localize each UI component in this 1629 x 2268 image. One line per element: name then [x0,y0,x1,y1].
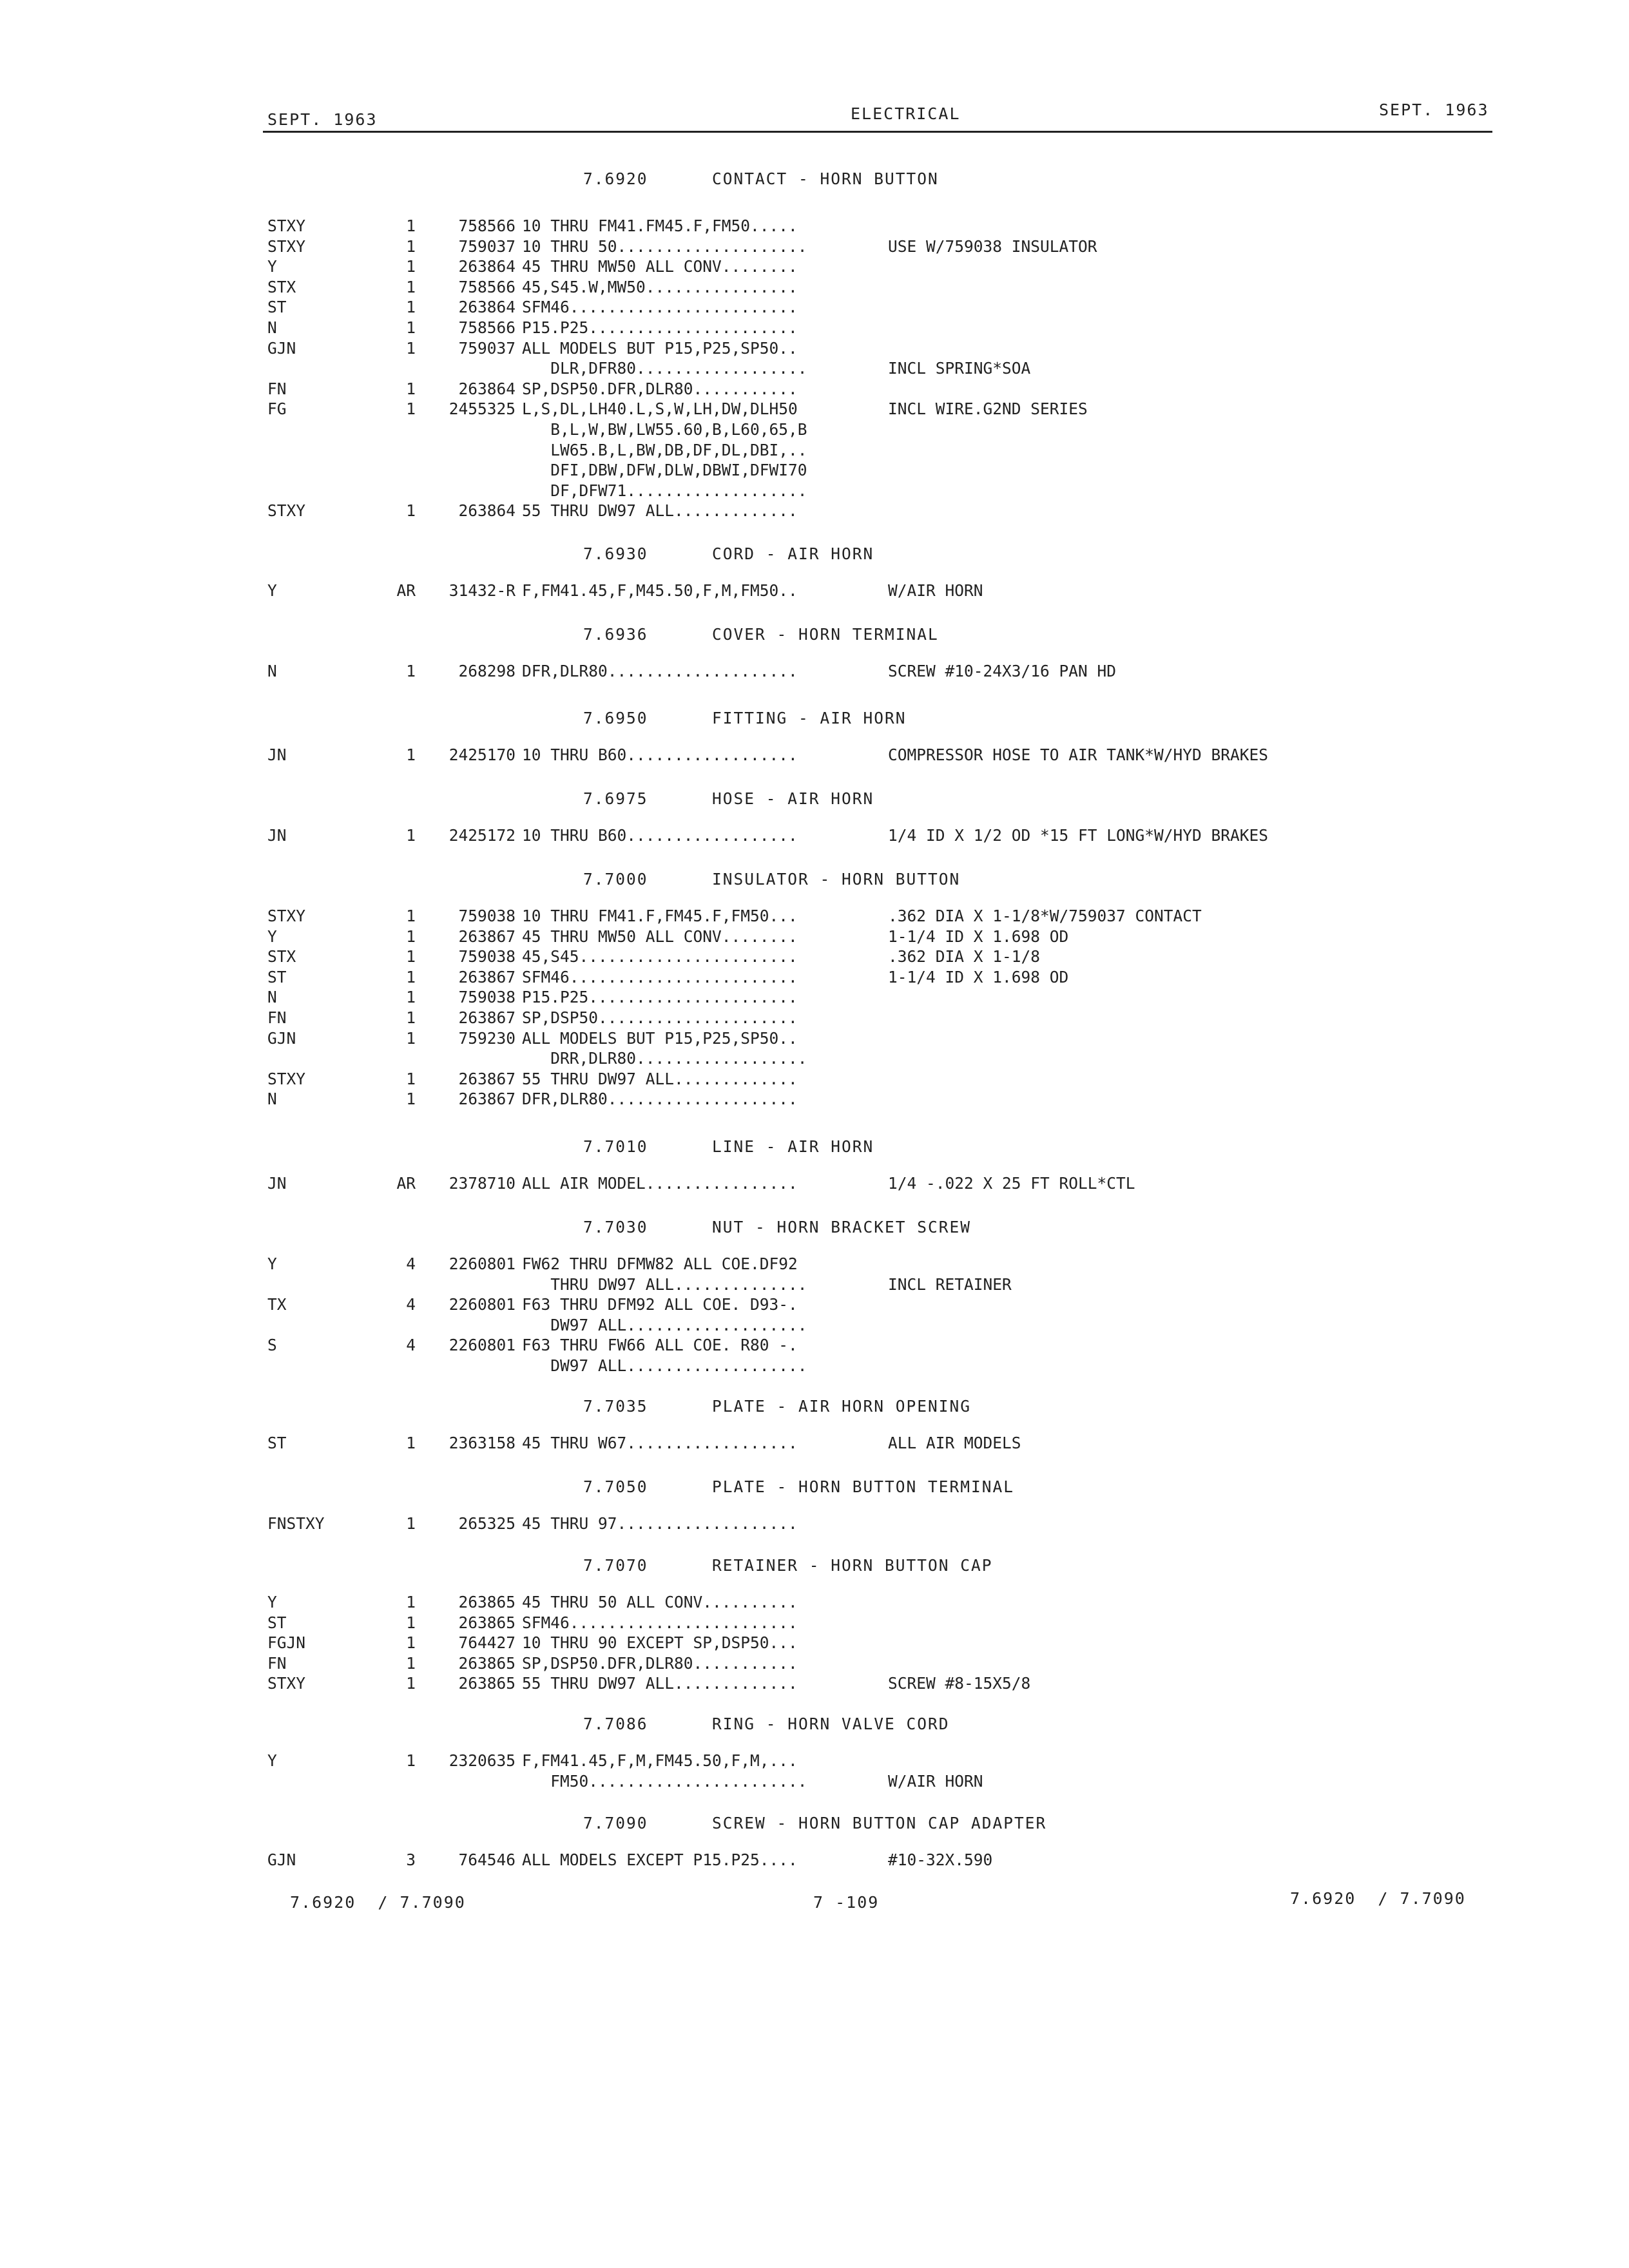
model-code: FN [267,1653,287,1673]
applicability: 10 THRU 90 EXCEPT SP,DSP50... [522,1633,798,1653]
part-number: 263864 [458,501,516,521]
part-number: 2425170 [448,745,516,764]
applicability: 55 THRU DW97 ALL............. [522,501,798,521]
remark: 1/4 -.022 X 25 FT ROLL*CTL [888,1174,1135,1193]
quantity: 4 [406,1254,416,1273]
applicability: B,L,W,BW,LW55.60,B,L60,65,B [522,420,807,439]
applicability: 45 THRU MW50 ALL CONV........ [522,257,798,276]
footer-range-right: 7.6920 / 7.7090 [1290,1889,1466,1908]
part-number: 263864 [458,379,516,398]
quantity: 1 [406,1028,416,1048]
quantity: 1 [406,1751,416,1770]
quantity: 1 [406,662,416,680]
remark: .362 DIA X 1-1/8*W/759037 CONTACT [888,907,1202,925]
quantity: 1 [406,399,416,419]
section-heading [583,872,960,888]
section-number: 7.6950 [583,709,648,727]
model-code: GJN [267,1028,296,1048]
part-number: 759038 [458,907,516,925]
remark: 1/4 ID X 1/2 OD *15 FT LONG*W/HYD BRAKES [888,826,1269,845]
applicability: L,S,DL,LH40.L,S,W,LH,DW,DLH50 [522,399,798,419]
applicability: SFM46........................ [522,967,798,986]
section-title: RETAINER - HORN BUTTON CAP [712,1556,993,1575]
applicability: DLR,DFR80.................. [522,359,807,378]
section-number: 7.7050 [583,1477,648,1496]
part-number: 268298 [458,662,516,680]
applicability: 55 THRU DW97 ALL............. [522,1069,798,1088]
quantity: 1 [406,988,416,1007]
part-number: 2425172 [448,826,516,845]
model-code: FNSTXY [267,1514,325,1533]
model-code: FGJN [267,1633,306,1653]
section-heading [583,546,874,562]
section-title: SCREW - HORN BUTTON CAP ADAPTER [712,1814,1047,1832]
applicability: DFR,DLR80.................... [522,1090,798,1109]
model-code: N [267,1090,277,1109]
section-number: 7.6930 [583,544,648,563]
applicability: 10 THRU FM41.FM45.F,FM50..... [522,216,798,235]
part-number: 263867 [458,1069,516,1088]
part-number: 263867 [458,1008,516,1027]
quantity: 1 [406,1674,416,1693]
remark: W/AIR HORN [888,581,983,600]
quantity: 1 [406,1653,416,1673]
quantity: 1 [406,379,416,398]
applicability: 10 THRU FM41.F,FM45.F,FM50... [522,907,798,925]
quantity: 1 [406,1090,416,1109]
model-code: N [267,318,277,337]
model-code: STXY [267,907,306,925]
remark: 1-1/4 ID X 1.698 OD [888,967,1069,986]
section-title: INSULATOR - HORN BUTTON [712,870,961,889]
quantity: 4 [406,1295,416,1314]
model-code: ST [267,298,287,317]
section-title: NUT - HORN BRACKET SCREW [712,1218,972,1236]
part-number: 759038 [458,947,516,966]
model-code: Y [267,581,277,600]
header-date-left: SEPT. 1963 [267,110,378,129]
model-code: STX [267,947,296,966]
quantity: 1 [406,216,416,235]
part-number: 2260801 [448,1336,516,1355]
part-number: 31432-R [448,581,516,600]
part-number: 263865 [458,1593,516,1611]
remark: SCREW #8-15X5/8 [888,1674,1031,1693]
quantity: 1 [406,967,416,986]
model-code: ST [267,967,287,986]
applicability: 10 THRU B60.................. [522,826,798,845]
page-number: 7 -109 [813,1893,880,1912]
remark: COMPRESSOR HOSE TO AIR TANK*W/HYD BRAKES [888,745,1269,764]
applicability: ALL AIR MODEL................ [522,1174,798,1193]
part-number: 263865 [458,1674,516,1693]
remark: SCREW #10-24X3/16 PAN HD [888,662,1117,680]
model-code: STXY [267,501,306,521]
remark: INCL SPRING*SOA [888,359,1031,378]
model-code: FG [267,399,287,419]
applicability: F,FM41.45,F,M,FM45.50,F,M,... [522,1751,798,1770]
model-code: JN [267,1174,287,1193]
applicability: 45,S45.W,MW50................ [522,277,798,296]
quantity: AR [396,581,416,600]
applicability: DW97 ALL................... [522,1315,807,1334]
quantity: 1 [406,1434,416,1452]
quantity: 1 [406,277,416,296]
remark: USE W/759038 INSULATOR [888,236,1097,256]
applicability: P15.P25...................... [522,318,798,337]
section-title: PLATE - HORN BUTTON TERMINAL [712,1477,1015,1496]
applicability: DRR,DLR80.................. [522,1049,807,1068]
applicability: FW62 THRU DFMW82 ALL COE.DF92 [522,1254,798,1273]
section-number: 7.7086 [583,1715,648,1733]
quantity: 1 [406,1008,416,1027]
applicability: SP,DSP50.DFR,DLR80........... [522,379,798,398]
section-number: 7.7070 [583,1556,648,1575]
section-title: RING - HORN VALVE CORD [712,1715,950,1733]
section-heading [583,1479,1014,1495]
section-number: 7.7000 [583,870,648,889]
quantity: AR [396,1174,416,1193]
applicability: SP,DSP50..................... [522,1008,798,1027]
part-number: 759037 [458,236,516,256]
applicability: 45 THRU 50 ALL CONV.......... [522,1593,798,1611]
part-number: 758566 [458,216,516,235]
remark: INCL WIRE.G2ND SERIES [888,399,1088,419]
applicability: ALL MODELS BUT P15,P25,SP50.. [522,1028,798,1048]
model-code: Y [267,1593,277,1611]
quantity: 1 [406,927,416,946]
quantity: 1 [406,501,416,521]
model-code: S [267,1336,277,1355]
section-title: COVER - HORN TERMINAL [712,625,939,644]
remark: INCL RETAINER [888,1274,1012,1294]
quantity: 1 [406,1593,416,1611]
part-number: 2363158 [448,1434,516,1452]
applicability: F63 THRU DFM92 ALL COE. D93-. [522,1295,798,1314]
section-heading [583,627,939,643]
applicability: DFI,DBW,DFW,DLW,DBWI,DFWI70 [522,461,807,480]
applicability: 45 THRU W67.................. [522,1434,798,1452]
quantity: 1 [406,298,416,317]
model-code: STXY [267,216,306,235]
model-code: Y [267,257,277,276]
applicability: F63 THRU FW66 ALL COE. R80 -. [522,1336,798,1355]
quantity: 1 [406,257,416,276]
part-number: 263865 [458,1653,516,1673]
part-number: 758566 [458,318,516,337]
remark: ALL AIR MODELS [888,1434,1021,1452]
part-number: 759230 [458,1028,516,1048]
part-number: 265325 [458,1514,516,1533]
quantity: 1 [406,338,416,358]
section-number: 7.7010 [583,1137,648,1156]
model-code: STXY [267,1069,306,1088]
part-number: 263867 [458,927,516,946]
model-code: GJN [267,1850,296,1869]
section-heading [583,711,907,727]
section-heading [583,1399,971,1415]
applicability: LW65.B,L,BW,DB,DF,DL,DBI,.. [522,440,807,459]
model-code: Y [267,1751,277,1770]
applicability: THRU DW97 ALL.............. [522,1274,807,1294]
model-code: GJN [267,338,296,358]
model-code: STXY [267,1674,306,1693]
model-code: Y [267,1254,277,1273]
model-code: N [267,988,277,1007]
part-number: 759038 [458,988,516,1007]
model-code: N [267,662,277,680]
remark: #10-32X.590 [888,1850,993,1869]
model-code: FN [267,1008,287,1027]
section-title: LINE - AIR HORN [712,1137,874,1156]
part-number: 263867 [458,967,516,986]
model-code: STX [267,277,296,296]
part-number: 2260801 [448,1254,516,1273]
model-code: Y [267,927,277,946]
quantity: 1 [406,236,416,256]
part-number: 2320635 [448,1751,516,1770]
applicability: FM50....................... [522,1771,807,1791]
header-title: ELECTRICAL [851,104,961,123]
model-code: FN [267,379,287,398]
section-title: HOSE - AIR HORN [712,789,874,808]
model-code: ST [267,1434,287,1452]
section-number: 7.6920 [583,169,648,188]
applicability: DFR,DLR80.................... [522,662,798,680]
part-number: 759037 [458,338,516,358]
quantity: 4 [406,1336,416,1355]
section-number: 7.6936 [583,625,648,644]
applicability: F,FM41.45,F,M45.50,F,M,FM50.. [522,581,798,600]
remark: W/AIR HORN [888,1771,983,1791]
quantity: 1 [406,947,416,966]
quantity: 1 [406,1514,416,1533]
part-number: 263864 [458,257,516,276]
footer-range-left: 7.6920 / 7.7090 [290,1893,466,1912]
section-title: PLATE - AIR HORN OPENING [712,1397,972,1416]
remark: 1-1/4 ID X 1.698 OD [888,927,1069,946]
remark: .362 DIA X 1-1/8 [888,947,1041,966]
part-number: 2378710 [448,1174,516,1193]
part-number: 263865 [458,1613,516,1632]
quantity: 1 [406,318,416,337]
applicability: 45 THRU 97................... [522,1514,798,1533]
part-number: 758566 [458,277,516,296]
quantity: 3 [406,1850,416,1869]
model-code: JN [267,745,287,764]
model-code: JN [267,826,287,845]
applicability: 45 THRU MW50 ALL CONV........ [522,927,798,946]
model-code: STXY [267,236,306,256]
section-heading [583,1139,874,1155]
section-title: CORD - AIR HORN [712,544,874,563]
applicability: 10 THRU B60.................. [522,745,798,764]
section-title: FITTING - AIR HORN [712,709,907,727]
model-code: TX [267,1295,287,1314]
applicability: DF,DFW71................... [522,481,807,500]
section-heading [583,1816,1046,1832]
applicability: SP,DSP50.DFR,DLR80........... [522,1653,798,1673]
applicability: 45,S45....................... [522,947,798,966]
applicability: ALL MODELS BUT P15,P25,SP50.. [522,338,798,358]
quantity: 1 [406,1069,416,1088]
applicability: SFM46........................ [522,298,798,317]
section-number: 7.7035 [583,1397,648,1416]
quantity: 1 [406,907,416,925]
quantity: 1 [406,1633,416,1653]
quantity: 1 [406,1613,416,1632]
section-title: CONTACT - HORN BUTTON [712,169,939,188]
applicability: 10 THRU 50.................... [522,236,807,256]
quantity: 1 [406,826,416,845]
part-number: 263864 [458,298,516,317]
applicability: SFM46........................ [522,1613,798,1632]
model-code: ST [267,1613,287,1632]
section-number: 7.7090 [583,1814,648,1832]
part-number: 2455325 [448,399,516,419]
quantity: 1 [406,745,416,764]
section-heading [583,1220,971,1236]
part-number: 263867 [458,1090,516,1109]
section-heading [583,1558,993,1574]
part-number: 764546 [458,1850,516,1869]
section-heading [583,791,874,807]
section-number: 7.7030 [583,1218,648,1236]
section-heading [583,171,939,187]
part-number: 764427 [458,1633,516,1653]
header-rule [263,131,1492,133]
applicability: DW97 ALL................... [522,1356,807,1375]
part-number: 2260801 [448,1295,516,1314]
applicability: P15.P25...................... [522,988,798,1007]
applicability: 55 THRU DW97 ALL............. [522,1674,798,1693]
header-date-right: SEPT. 1963 [1379,101,1489,119]
section-number: 7.6975 [583,789,648,808]
applicability: ALL MODELS EXCEPT P15.P25.... [522,1850,798,1869]
section-heading [583,1716,950,1733]
